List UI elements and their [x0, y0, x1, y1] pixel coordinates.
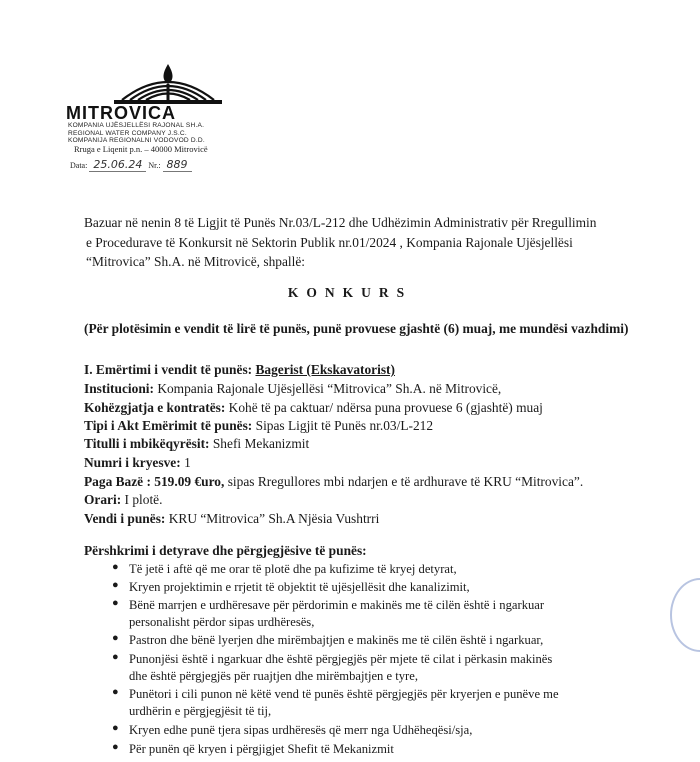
field-value: I plotë.: [124, 492, 163, 507]
duty-text: Bënë marrjen e urdhëresave për përdorimin e makinës me të cilën është i ngarkuar personalisht përdor sipas urdhëresës,: [129, 598, 545, 629]
field-supervisor: [84, 436, 309, 452]
field-value: KRU “Mitrovica” Sh.A Njësia Vushtrri: [168, 511, 380, 526]
field-workplace: [84, 511, 379, 527]
duty-text: Pastron dhe bënë lyerjen dhe mirëmbajtjen e makinës me të cilën është i ngarkuar,: [129, 633, 544, 647]
field-appointment-type: [84, 418, 433, 434]
field-label: Paga Bazë : 519.09 €uro,: [84, 474, 225, 489]
duty-text: Kryen edhe punë tjera sipas urdhëresës që merr nga Udhëheqësi/sja,: [129, 723, 473, 737]
bullet-icon: ●: [112, 722, 119, 734]
bullet-icon: ●: [112, 561, 119, 573]
field-label: Vendi i punës:: [84, 511, 166, 526]
nr-label: Nr.:: [148, 161, 161, 170]
field-value: sipas Rregullores mbi ndarjen e të ardhurave të KRU “Mitrovica”.: [227, 474, 584, 489]
nr-value: 889: [163, 158, 192, 172]
intro-paragraph: [84, 213, 684, 272]
company-address: Rruga e Liqenit p.n. – 40000 Mitrovicë: [74, 144, 208, 154]
duty-text: Punonjësi është i ngarkuar dhe është përgjegjës për mjete të cilat i përkasin makinës dhe është përgjegjës për ruajtjen dhe mirëmbajtjen e tyre,: [129, 652, 553, 683]
bullet-icon: ●: [112, 579, 119, 591]
company-names-block: [68, 122, 238, 145]
field-value: Sipas Ligjit të Punës nr.03/L-212: [255, 418, 434, 433]
intro-line-2: e Procedurave të Konkursit në Sektorin Publik nr.01/2024 , Kompania Rajonale Ujësjellësi: [86, 234, 573, 250]
stamp-fragment-icon: [670, 578, 700, 652]
field-label: Kohëzgjatja e kontratës:: [84, 400, 226, 415]
duty-text: Kryen projektimin e rrjetit të objektit të ujësjellësit dhe kanalizimit,: [129, 580, 470, 594]
intro-line-3: “Mitrovica” Sh.A. në Mitrovicë, shpallë:: [86, 254, 306, 269]
document-subtitle: (Për plotësimin e vendit të lirë të punës, punë provuese gjashtë (6) muaj, me mundësi vazhdimi): [84, 321, 629, 336]
field-label: Institucioni:: [84, 381, 154, 396]
document-title: KONKURS: [287, 285, 413, 300]
date-label: Data:: [70, 161, 88, 170]
duty-text: Punëtori i cili punon në këtë vend të punës është përgjegjës për kryerjen e punëve me urdhërin e përgjegjësit të tij,: [129, 687, 559, 718]
company-name-albanian: KOMPANIA UJËSJELLËSI RAJONAL SH.A.: [68, 122, 205, 129]
duty-text: Të jetë i aftë që me orar të plotë dhe pa kufizime të kryej detyrat,: [129, 562, 457, 576]
field-label: Tipi i Akt Emërimit të punës:: [84, 418, 253, 433]
company-name: MITROVICA: [66, 103, 176, 123]
field-value: Shefi Mekanizmit: [212, 436, 310, 451]
duty-text: Për punën që kryen i përgjigjet Shefit të Mekanizmit: [129, 742, 394, 756]
company-name-english: REGIONAL WATER COMPANY J.S.C.: [68, 129, 187, 137]
bullet-icon: ●: [112, 741, 119, 753]
bullet-icon: ●: [112, 686, 119, 698]
field-contract-duration: [84, 400, 543, 416]
bullet-icon: ●: [112, 651, 119, 663]
field-value: Kohë të pa caktuar/ ndërsa puna provuese 6 (gjashtë) muaj: [228, 400, 543, 415]
field-number-of-positions: [84, 455, 191, 471]
water-company-logo-icon: [108, 60, 228, 108]
field-label: Numri i kryesve:: [84, 455, 181, 470]
field-job-title: [84, 362, 395, 378]
company-name-serbian: KOMPANIJA REGIONALNI VODOVOD D.D.: [68, 137, 205, 145]
field-label: Titulli i mbikëqyrësit:: [84, 436, 210, 451]
field-value: Kompania Rajonale Ujësjellësi “Mitrovica” Sh.A. në Mitrovicë,: [157, 381, 502, 396]
field-institution: [84, 381, 501, 397]
field-schedule: [84, 492, 162, 508]
bullet-icon: ●: [112, 597, 119, 609]
field-label: Orari:: [84, 492, 122, 507]
duties-heading: Përshkrimi i detyrave dhe përgjegjësive të punës:: [84, 543, 367, 558]
field-label: I. Emërtimi i vendit të punës:: [84, 362, 253, 377]
bullet-icon: ●: [112, 632, 119, 644]
field-base-salary: [84, 474, 583, 490]
date-number-line: [70, 158, 192, 171]
field-value: Bagerist (Ekskavatorist): [255, 362, 395, 377]
date-value: 25.06.24: [89, 158, 146, 172]
field-value: 1: [184, 455, 191, 470]
intro-line-1: Bazuar në nenin 8 të Ligjit të Punës Nr.03/L-212 dhe Udhëzimin Administrativ për Rregullimin: [84, 215, 597, 230]
